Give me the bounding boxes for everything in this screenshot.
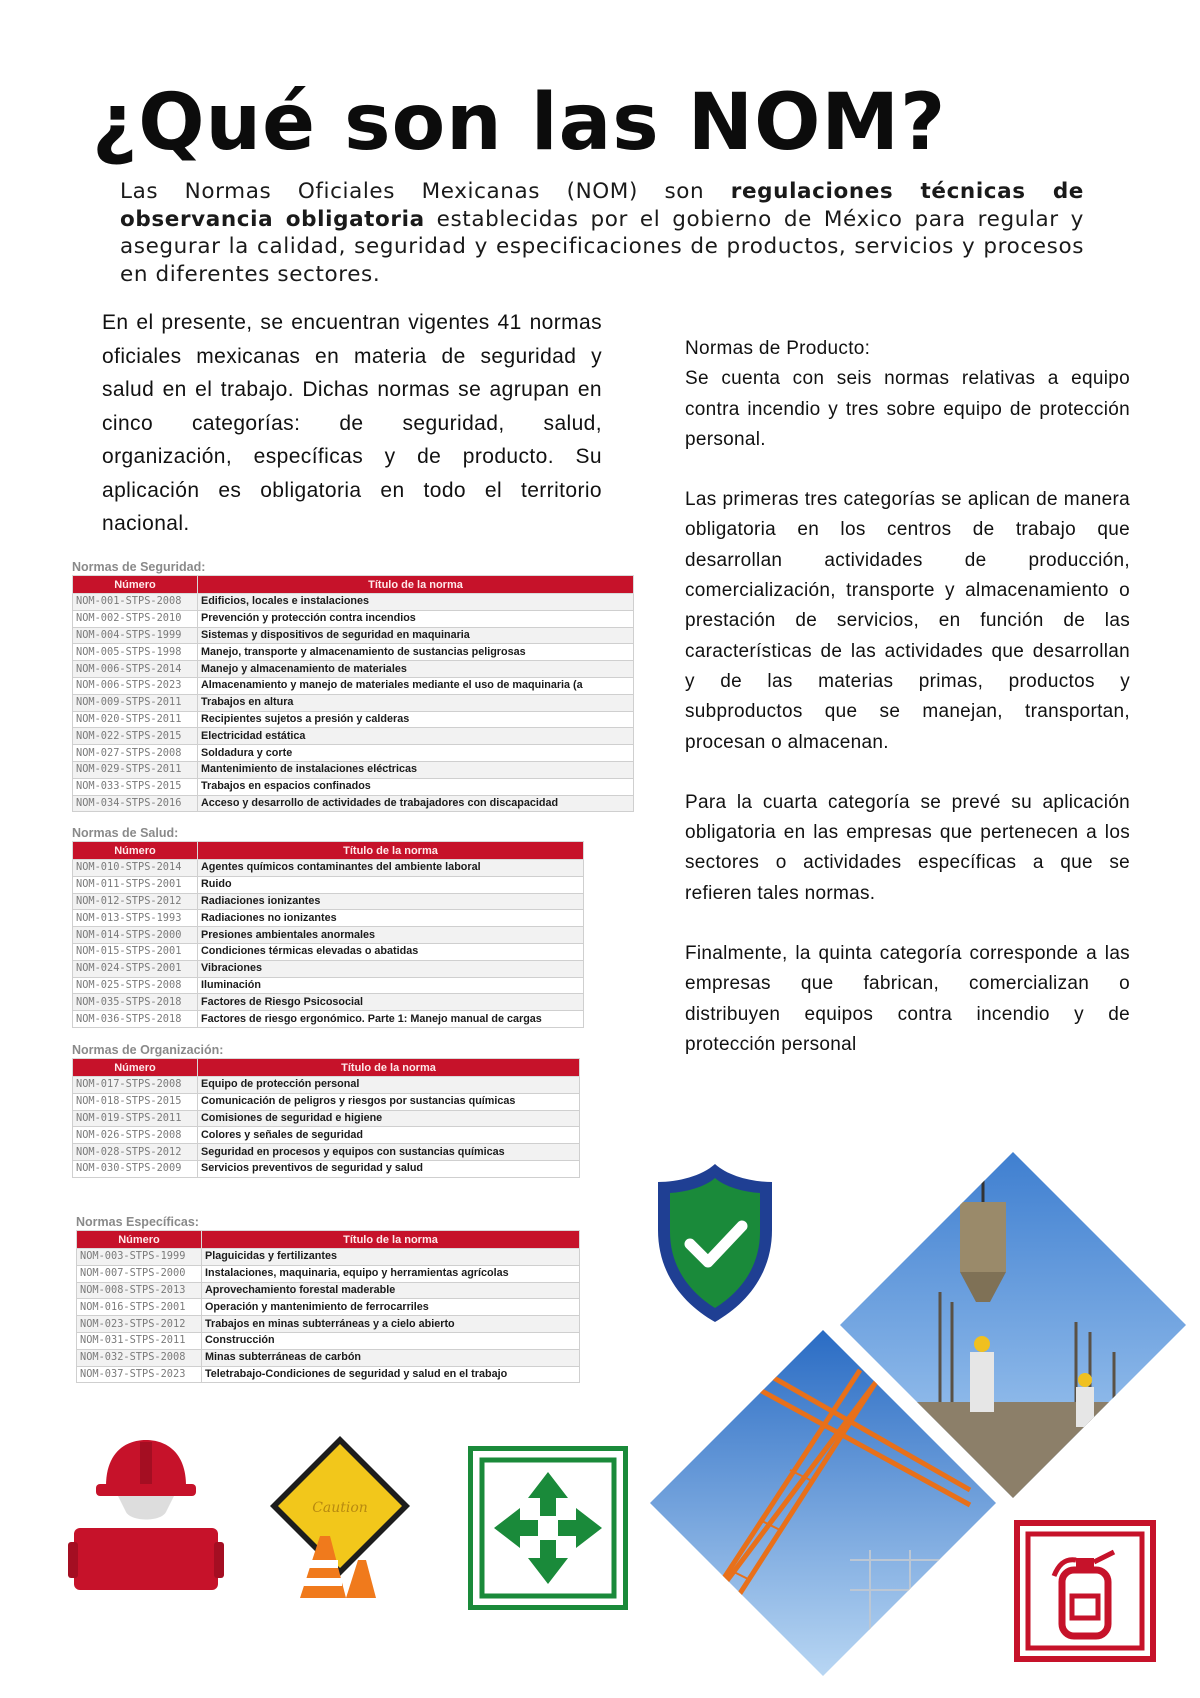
norm-number: NOM-006-STPS-2014 bbox=[73, 661, 198, 678]
table-row bbox=[73, 795, 634, 812]
norm-title: Radiaciones ionizantes bbox=[198, 893, 584, 910]
worker-helmet-icon bbox=[66, 1432, 226, 1594]
norm-number: NOM-019-STPS-2011 bbox=[73, 1110, 198, 1127]
table-row bbox=[73, 677, 634, 694]
norm-title: Trabajos en espacios confinados bbox=[198, 778, 634, 795]
left-paragraph: En el presente, se encuentran vigentes 41 normas oficiales mexicanas en materia de seguridad y salud en el trabajo. Dichas normas se agrupan en cinco categorías: de seguridad, salud, organización, específicas y de producto. Su aplicación es obligatoria en todo el territorio nacional. bbox=[102, 311, 602, 535]
norm-number: NOM-037-STPS-2023 bbox=[77, 1366, 202, 1383]
table-row bbox=[73, 1110, 580, 1127]
norm-number: NOM-007-STPS-2000 bbox=[77, 1265, 202, 1282]
norm-title: Radiaciones no ionizantes bbox=[198, 910, 584, 927]
categories-paragraph: Las primeras tres categorías se aplican de manera obligatoria en los centros de trabajo que desarrollan actividades de producción, comercialización, transporte y almacenamiento o prestación de servicios, en función de las características de las actividades que desarrollan y de las materias primas, productos y subproductos que se manejan, transportan, procesan o almacenan. bbox=[685, 489, 1130, 753]
svg-text:Caution: Caution bbox=[312, 1500, 368, 1516]
table-salud bbox=[72, 826, 584, 1028]
page-title: ¿Qué son las NOM? bbox=[92, 78, 947, 168]
norm-title: Presiones ambientales anormales bbox=[198, 927, 584, 944]
table-row bbox=[77, 1349, 580, 1366]
intro-text-2: establecidas por el gobierno de México para regular y asegurar la calidad, seguridad y especificaciones de productos, servicios y procesos en diferentes sectores. bbox=[120, 206, 1084, 287]
table-caption: Normas Específicas: bbox=[76, 1215, 199, 1229]
norm-title: Plaguicidas y fertilizantes bbox=[202, 1249, 580, 1266]
table-row bbox=[77, 1265, 580, 1282]
norm-title: Almacenamiento y manejo de materiales mediante el uso de maquinaria (a bbox=[198, 677, 634, 694]
table-row bbox=[73, 1144, 580, 1161]
norm-number: NOM-027-STPS-2008 bbox=[73, 745, 198, 762]
header-numero: Número bbox=[77, 1231, 202, 1249]
table-row bbox=[73, 977, 584, 994]
producto-text: Se cuenta con seis normas relativas a equipo contra incendio y tres sobre equipo de protección personal. bbox=[685, 368, 1130, 450]
table-row bbox=[73, 910, 584, 927]
table-row bbox=[73, 943, 584, 960]
norm-number: NOM-008-STPS-2013 bbox=[77, 1282, 202, 1299]
norm-number: NOM-018-STPS-2015 bbox=[73, 1093, 198, 1110]
nom-table bbox=[72, 575, 634, 812]
table-row bbox=[73, 1093, 580, 1110]
norm-title: Comunicación de peligros y riesgos por sustancias químicas bbox=[198, 1093, 580, 1110]
norm-title: Agentes químicos contaminantes del ambiente laboral bbox=[198, 860, 584, 877]
header-titulo: Título de la norma bbox=[198, 842, 584, 860]
norm-title: Iluminación bbox=[198, 977, 584, 994]
table-caption: Normas de Salud: bbox=[72, 826, 179, 840]
norm-number: NOM-005-STPS-1998 bbox=[73, 644, 198, 661]
header-numero: Número bbox=[73, 576, 198, 594]
norm-title: Teletrabajo-Condiciones de seguridad y salud en el trabajo bbox=[202, 1366, 580, 1383]
table-header-row bbox=[73, 842, 584, 860]
norm-title: Operación y mantenimiento de ferrocarriles bbox=[202, 1299, 580, 1316]
table-header-row bbox=[73, 1059, 580, 1077]
nom-table bbox=[72, 1058, 580, 1178]
norm-number: NOM-029-STPS-2011 bbox=[73, 761, 198, 778]
first-aid-icon bbox=[468, 1446, 628, 1610]
norm-title: Mantenimiento de instalaciones eléctricas bbox=[198, 761, 634, 778]
producto-heading: Normas de Producto: bbox=[685, 338, 871, 359]
norm-number: NOM-020-STPS-2011 bbox=[73, 711, 198, 728]
nom-table bbox=[76, 1230, 580, 1383]
norm-number: NOM-024-STPS-2001 bbox=[73, 960, 198, 977]
norm-title: Sistemas y dispositivos de seguridad en maquinaria bbox=[198, 627, 634, 644]
table-row bbox=[73, 644, 634, 661]
norm-number: NOM-028-STPS-2012 bbox=[73, 1144, 198, 1161]
table-row bbox=[77, 1299, 580, 1316]
norm-number: NOM-036-STPS-2018 bbox=[73, 1011, 198, 1028]
table-row bbox=[73, 960, 584, 977]
norm-title: Prevención y protección contra incendios bbox=[198, 610, 634, 627]
norm-number: NOM-017-STPS-2008 bbox=[73, 1077, 198, 1094]
norm-number: NOM-001-STPS-2008 bbox=[73, 594, 198, 611]
norm-number: NOM-004-STPS-1999 bbox=[73, 627, 198, 644]
norm-title: Instalaciones, maquinaria, equipo y herramientas agrícolas bbox=[202, 1265, 580, 1282]
norm-title: Factores de Riesgo Psicosocial bbox=[198, 994, 584, 1011]
fifth-category-paragraph: Finalmente, la quinta categoría corresponde a las empresas que fabrican, comercializan o distribuyen equipos contra incendio y de protección personal bbox=[685, 943, 1130, 1055]
intro-paragraph bbox=[120, 178, 1084, 288]
norm-number: NOM-012-STPS-2012 bbox=[73, 893, 198, 910]
table-header-row bbox=[77, 1231, 580, 1249]
crane-photo bbox=[650, 1330, 996, 1676]
table-row bbox=[77, 1316, 580, 1333]
shield-check-icon bbox=[650, 1160, 780, 1326]
norm-title: Electricidad estática bbox=[198, 728, 634, 745]
norm-number: NOM-035-STPS-2018 bbox=[73, 994, 198, 1011]
norm-number: NOM-002-STPS-2010 bbox=[73, 610, 198, 627]
norm-title: Vibraciones bbox=[198, 960, 584, 977]
table-row bbox=[73, 711, 634, 728]
norm-title: Minas subterráneas de carbón bbox=[202, 1349, 580, 1366]
norm-title: Construcción bbox=[202, 1332, 580, 1349]
table-row bbox=[73, 694, 634, 711]
table-row bbox=[73, 661, 634, 678]
table-caption: Normas de Organización: bbox=[72, 1043, 224, 1057]
table-row bbox=[73, 627, 634, 644]
norm-title: Acceso y desarrollo de actividades de trabajadores con discapacidad bbox=[198, 795, 634, 812]
norm-title: Condiciones térmicas elevadas o abatidas bbox=[198, 943, 584, 960]
table-row bbox=[77, 1366, 580, 1383]
table-row bbox=[73, 1077, 580, 1094]
table-row bbox=[73, 610, 634, 627]
norm-title: Equipo de protección personal bbox=[198, 1077, 580, 1094]
norm-number: NOM-016-STPS-2001 bbox=[77, 1299, 202, 1316]
norm-title: Edificios, locales e instalaciones bbox=[198, 594, 634, 611]
norm-number: NOM-033-STPS-2015 bbox=[73, 778, 198, 795]
norm-title: Colores y señales de seguridad bbox=[198, 1127, 580, 1144]
norm-number: NOM-023-STPS-2012 bbox=[77, 1316, 202, 1333]
norm-number: NOM-032-STPS-2008 bbox=[77, 1349, 202, 1366]
norm-number: NOM-014-STPS-2000 bbox=[73, 927, 198, 944]
norm-title: Servicios preventivos de seguridad y salud bbox=[198, 1160, 580, 1177]
norm-title: Trabajos en minas subterráneas y a cielo abierto bbox=[202, 1316, 580, 1333]
norm-title: Manejo y almacenamiento de materiales bbox=[198, 661, 634, 678]
header-numero: Número bbox=[73, 842, 198, 860]
norm-number: NOM-025-STPS-2008 bbox=[73, 977, 198, 994]
table-row bbox=[73, 728, 634, 745]
intro-text-bold: regulaciones técnicas de observancia obligatoria bbox=[120, 179, 1084, 232]
fourth-category-paragraph: Para la cuarta categoría se prevé su aplicación obligatoria en las empresas que pertenecen a los sectores o actividades específicas a que se refieren tales normas. bbox=[685, 791, 1130, 904]
norm-title: Trabajos en altura bbox=[198, 694, 634, 711]
fire-extinguisher-icon bbox=[1014, 1520, 1156, 1662]
table-caption: Normas de Seguridad: bbox=[72, 560, 206, 574]
table-row bbox=[73, 1011, 584, 1028]
table-row bbox=[73, 778, 634, 795]
table-header-row bbox=[73, 576, 634, 594]
table-seguridad bbox=[72, 560, 634, 812]
norm-number: NOM-034-STPS-2016 bbox=[73, 795, 198, 812]
nom-table bbox=[72, 841, 584, 1028]
norm-title: Soldadura y corte bbox=[198, 745, 634, 762]
table-row bbox=[73, 594, 634, 611]
table-row bbox=[73, 927, 584, 944]
norm-number: NOM-011-STPS-2001 bbox=[73, 876, 198, 893]
norm-number: NOM-009-STPS-2011 bbox=[73, 694, 198, 711]
table-especificas bbox=[76, 1215, 580, 1383]
table-row bbox=[73, 1127, 580, 1144]
table-row bbox=[73, 1160, 580, 1177]
table-row bbox=[77, 1332, 580, 1349]
norm-number: NOM-031-STPS-2011 bbox=[77, 1332, 202, 1349]
norm-title: Comisiones de seguridad e higiene bbox=[198, 1110, 580, 1127]
caution-sign-icon bbox=[258, 1430, 418, 1600]
norm-number: NOM-013-STPS-1993 bbox=[73, 910, 198, 927]
intro-text-1: Las Normas Oficiales Mexicanas (NOM) son bbox=[120, 179, 731, 204]
table-organizacion bbox=[72, 1043, 580, 1178]
norm-title: Factores de riesgo ergonómico. Parte 1: Manejo manual de cargas bbox=[198, 1011, 584, 1028]
header-titulo: Título de la norma bbox=[198, 576, 634, 594]
norm-number: NOM-015-STPS-2001 bbox=[73, 943, 198, 960]
norm-number: NOM-026-STPS-2008 bbox=[73, 1127, 198, 1144]
norm-title: Recipientes sujetos a presión y calderas bbox=[198, 711, 634, 728]
norm-number: NOM-010-STPS-2014 bbox=[73, 860, 198, 877]
norm-title: Ruido bbox=[198, 876, 584, 893]
norm-title: Aprovechamiento forestal maderable bbox=[202, 1282, 580, 1299]
norm-number: NOM-003-STPS-1999 bbox=[77, 1249, 202, 1266]
norm-number: NOM-030-STPS-2009 bbox=[73, 1160, 198, 1177]
norm-title: Seguridad en procesos y equipos con sustancias químicas bbox=[198, 1144, 580, 1161]
table-row bbox=[73, 860, 584, 877]
header-numero: Número bbox=[73, 1059, 198, 1077]
table-row bbox=[73, 893, 584, 910]
norm-number: NOM-022-STPS-2015 bbox=[73, 728, 198, 745]
table-row bbox=[73, 745, 634, 762]
norm-number: NOM-006-STPS-2023 bbox=[73, 677, 198, 694]
norm-title: Manejo, transporte y almacenamiento de sustancias peligrosas bbox=[198, 644, 634, 661]
right-column bbox=[685, 334, 1130, 1090]
header-titulo: Título de la norma bbox=[202, 1231, 580, 1249]
table-row bbox=[73, 876, 584, 893]
table-row bbox=[77, 1282, 580, 1299]
header-titulo: Título de la norma bbox=[198, 1059, 580, 1077]
table-row bbox=[77, 1249, 580, 1266]
table-row bbox=[73, 761, 634, 778]
table-row bbox=[73, 994, 584, 1011]
